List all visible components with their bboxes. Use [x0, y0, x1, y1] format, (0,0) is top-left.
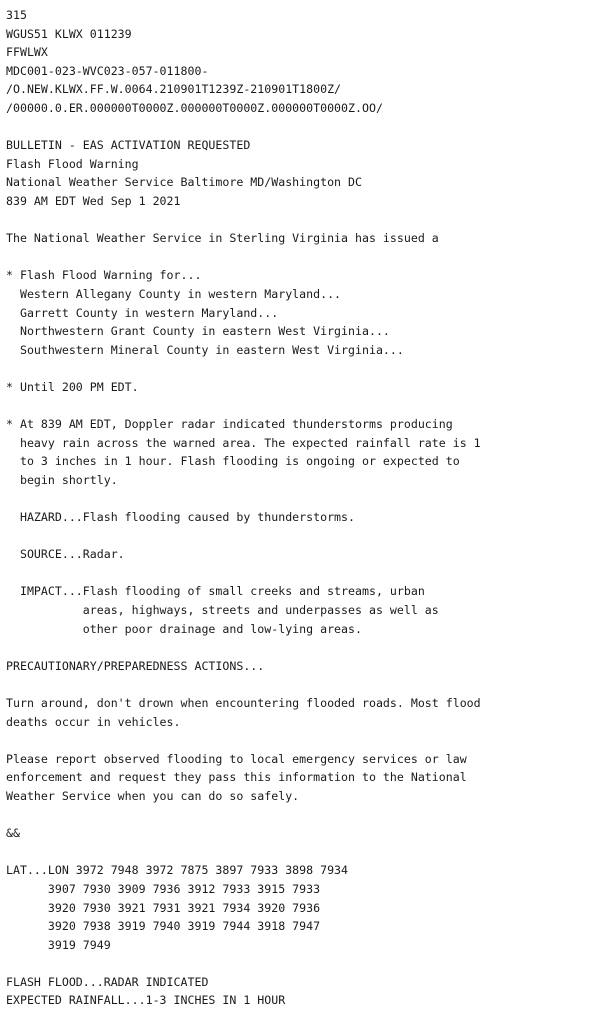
bulletin-line: heavy rain across the warned area. The expected rainfall rate is 1	[6, 435, 481, 450]
bulletin-line: Southwestern Mineral County in eastern West Virginia...	[6, 342, 404, 357]
bulletin-line: * At 839 AM EDT, Doppler radar indicated thunderstorms producing	[6, 417, 453, 432]
bulletin-line: Northwestern Grant County in eastern West Virginia...	[6, 324, 390, 339]
bulletin-line	[6, 843, 603, 862]
bulletin-line: areas, highways, streets and underpasses as well as	[6, 603, 439, 617]
bulletin-line: FFWLWX	[6, 45, 48, 60]
bulletin-line: National Weather Service Baltimore MD/Washington DC	[6, 175, 362, 190]
bulletin-line: 3920 7930 3921 7931 3921 7934 3920 7936	[6, 900, 321, 915]
bulletin-line: HAZARD...Flash flooding caused by thunderstorms.	[6, 510, 356, 525]
bulletin-line	[6, 489, 603, 508]
bulletin-line: WGUS51 KLWX 011239	[6, 26, 132, 41]
bulletin-line: 839 AM EDT Wed Sep 1 2021	[6, 193, 181, 208]
bulletin-line: 315	[6, 8, 27, 22]
bulletin-line: to 3 inches in 1 hour. Flash flooding is ongoing or expected to	[6, 454, 460, 469]
bulletin-line: PRECAUTIONARY/PREPAREDNESS ACTIONS...	[6, 658, 265, 673]
bulletin-line: 3907 7930 3909 7936 3912 7933 3915 7933	[6, 881, 321, 896]
bulletin-line	[6, 211, 603, 230]
bulletin-line: IMPACT...Flash flooding of small creeks and streams, urban	[6, 584, 425, 599]
bulletin-line: &&	[6, 826, 20, 841]
bulletin-line: Western Allegany County in western Maryland...	[6, 286, 342, 301]
bulletin-line: MDC001-023-WVC023-057-011800-	[6, 63, 209, 78]
bulletin-line: FLASH FLOOD...RADAR INDICATED	[6, 974, 209, 989]
bulletin-line: /O.NEW.KLWX.FF.W.0064.210901T1239Z-210901T1800Z/	[6, 82, 342, 97]
bulletin-line: Garrett County in western Maryland...	[6, 305, 279, 320]
bulletin-line: Weather Service when you can do so safely.	[6, 788, 300, 803]
bulletin-line	[6, 118, 603, 137]
bulletin-line	[6, 806, 603, 825]
bulletin-line: other poor drainage and low-lying areas.	[6, 621, 362, 636]
bulletin-line: Flash Flood Warning	[6, 156, 139, 171]
bulletin-line: /00000.0.ER.000000T0000Z.000000T0000Z.000000T0000Z.OO/	[6, 100, 383, 115]
bulletin-line	[6, 359, 603, 378]
bulletin-line: EXPECTED RAINFALL...1-3 INCHES IN 1 HOUR	[6, 993, 286, 1008]
bulletin-line: begin shortly.	[6, 472, 118, 487]
bulletin-line: 3919 7949	[6, 937, 111, 952]
bulletin-line: SOURCE...Radar.	[6, 547, 125, 562]
bulletin-line	[6, 564, 603, 583]
bulletin-line	[6, 248, 603, 267]
bulletin-line: BULLETIN - EAS ACTIVATION REQUESTED	[6, 138, 251, 153]
bulletin-line: LAT...LON 3972 7948 3972 7875 3897 7933 3898 7934	[6, 863, 349, 878]
bulletin-line: * Flash Flood Warning for...	[6, 268, 202, 283]
bulletin-line	[6, 527, 603, 546]
bulletin-line	[6, 731, 603, 750]
bulletin-line	[6, 396, 603, 415]
bulletin-line	[6, 638, 603, 657]
bulletin-line: The National Weather Service in Sterling Virginia has issued a	[6, 231, 439, 246]
bulletin-line: * Until 200 PM EDT.	[6, 379, 139, 394]
bulletin-line	[6, 954, 603, 973]
bulletin-line	[6, 675, 603, 694]
bulletin-line: deaths occur in vehicles.	[6, 714, 181, 729]
bulletin-line: Please report observed flooding to local emergency services or law	[6, 751, 467, 766]
bulletin-line: 3920 7938 3919 7940 3919 7944 3918 7947	[6, 919, 321, 934]
bulletin-line: enforcement and request they pass this information to the National	[6, 770, 467, 785]
bulletin-line: Turn around, don't drown when encountering flooded roads. Most flood	[6, 695, 481, 710]
